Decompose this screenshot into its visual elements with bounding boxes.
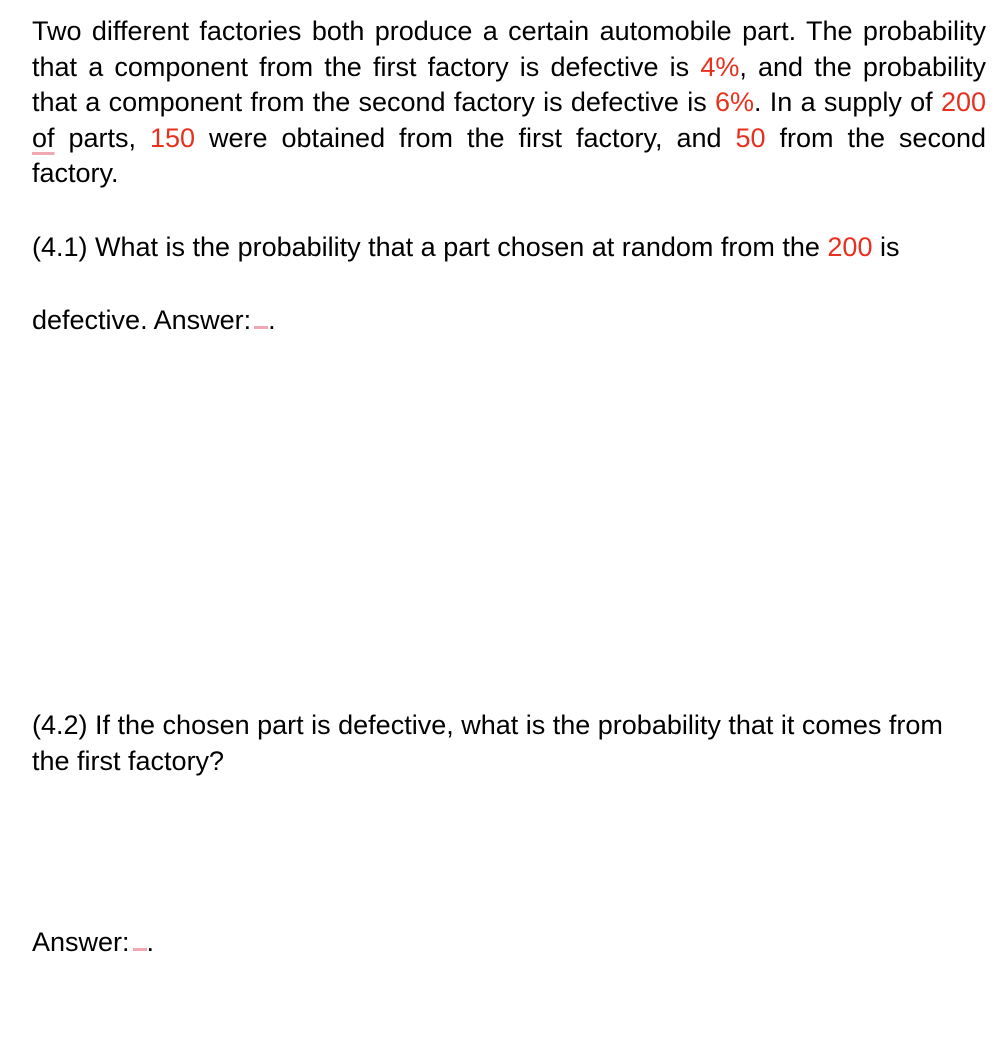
- intro-text-7: from the second factory.: [32, 122, 986, 188]
- parts-first-factory: 150: [149, 122, 196, 153]
- question-4-1-text-end: is: [872, 232, 900, 262]
- question-4-2-answer-label: Answer:: [32, 927, 130, 957]
- total-parts: 200: [940, 87, 987, 117]
- intro-text-5: parts,: [54, 122, 150, 153]
- intro-text-2: , and the probability that a component from the second factory is defective is: [32, 51, 986, 117]
- question-4-2-period: .: [146, 927, 155, 957]
- prob-second-factory: 6%: [714, 87, 755, 117]
- question-4-1-answer-label: defective. Answer:: [32, 305, 252, 335]
- intro-text-3: . In a supply of: [754, 87, 941, 117]
- question-4-1-text: (4.1) What is the probability that a part chosen at random from the: [32, 232, 828, 262]
- question-4-1: [32, 230, 986, 266]
- answer-4-1-blank[interactable]: [254, 304, 268, 329]
- flagged-word-of: of: [32, 122, 55, 153]
- intro-text-6: were obtained from the first factory, and: [195, 122, 736, 153]
- question-4-1-period: .: [268, 305, 276, 335]
- question-4-2-answer-line: [32, 925, 986, 961]
- prob-first-factory: 4%: [700, 51, 740, 82]
- question-4-1-answer-line: [32, 303, 986, 339]
- answer-4-2-blank[interactable]: [133, 926, 147, 951]
- question-4-2: (4.2) If the chosen part is defective, what is the probability that it comes from the first factory?: [32, 710, 943, 776]
- intro-text-1: Two different factories both produce a certain automobile part. The probability that a component from the first factory is defective is: [32, 16, 986, 82]
- question-4-1-total: 200: [827, 232, 873, 262]
- problem-statement: [32, 14, 986, 192]
- parts-second-factory: 50: [735, 122, 766, 153]
